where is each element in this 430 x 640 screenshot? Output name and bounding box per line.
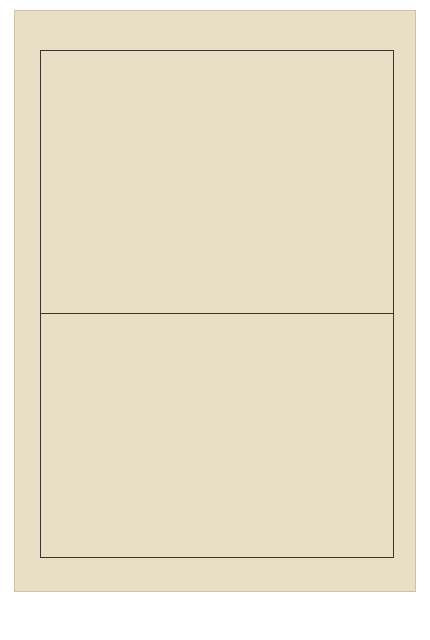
- section-divider: [41, 313, 393, 314]
- text-frame: [40, 50, 394, 558]
- scanned-page: [14, 10, 416, 592]
